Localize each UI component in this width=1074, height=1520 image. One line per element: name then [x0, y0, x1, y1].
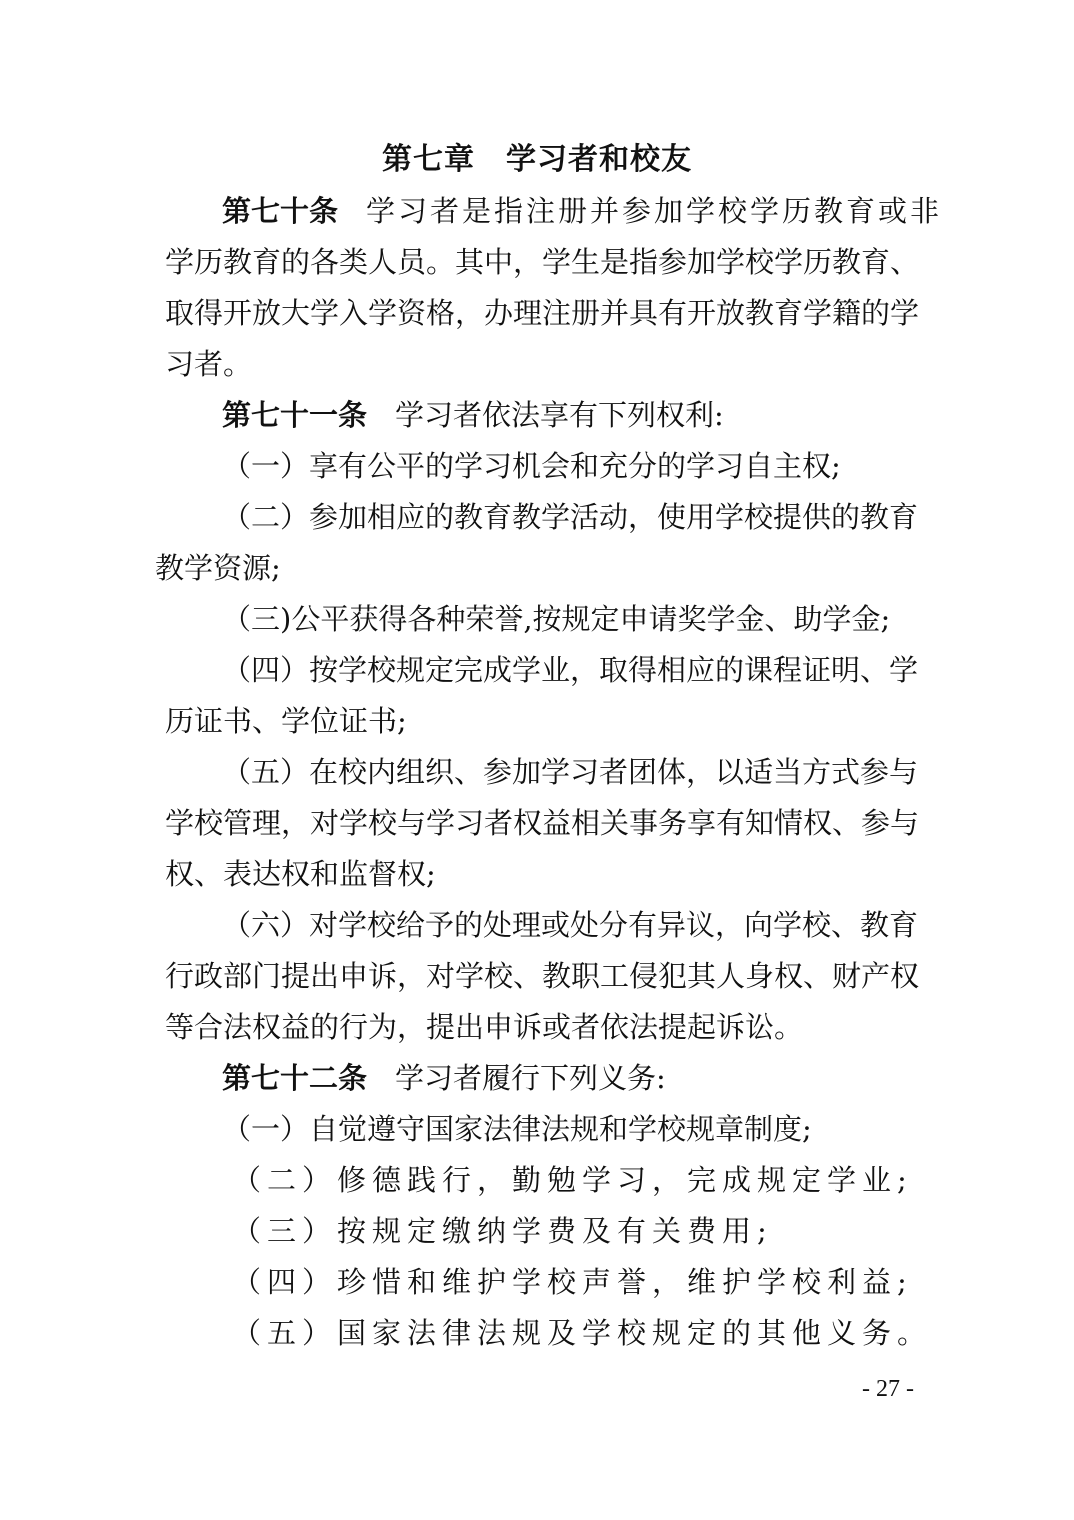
article-71-item-6-line-1: （六）对学校给予的处理或处分有异议，向学校、教育	[222, 908, 919, 942]
article-70-line-1	[222, 187, 1074, 235]
article-71-item-6-line-3: 等合法权益的行为，提出申诉或者依法提起诉讼。	[165, 1010, 804, 1044]
article-71-item-4-line-1: （四）按学校规定完成学业，取得相应的课程证明、学	[222, 653, 919, 687]
article-71-item-5-line-2: 学校管理，对学校与学习者权益相关事务享有知情权、参与	[165, 806, 920, 840]
article-70-line-4: 习者。	[165, 347, 253, 381]
article-71-item-2-line-1: （二）参加相应的教育教学活动，使用学校提供的教育	[222, 500, 919, 534]
article-71-item-4-line-2: 历证书、学位证书;	[165, 704, 407, 738]
article-72-label: 第七十二条	[222, 1061, 368, 1095]
article-71-item-5-line-1: （五）在校内组织、参加学习者团体，以适当方式参与	[222, 755, 919, 789]
article-72-line-1	[222, 1054, 1074, 1102]
article-71-line-1	[222, 391, 1074, 439]
article-71-intro: 学习者依法享有下列权利:	[395, 398, 724, 432]
page-number: - 27 -	[862, 1376, 914, 1402]
article-71-item-3: （三)公平获得各种荣誉,按规定申请奖学金、助学金;	[222, 602, 891, 636]
article-70-line-2: 学历教育的各类人员。其中，学生是指参加学校学历教育、	[165, 245, 920, 279]
article-71-item-6-line-2: 行政部门提出申诉，对学校、教职工侵犯其人身权、财产权	[165, 959, 920, 993]
article-72-item-1: （一）自觉遵守国家法律法规和学校规章制度;	[222, 1112, 812, 1146]
article-72-item-3: （三）按规定缴纳学费及有关费用;	[232, 1214, 773, 1248]
article-72-item-4: （四）珍惜和维护学校声誉，维护学校利益;	[232, 1265, 913, 1299]
chapter-title: 第七章 学习者和校友	[382, 142, 692, 177]
article-70-label: 第七十条	[222, 194, 339, 228]
article-72-item-5: （五）国家法律法规及学校规定的其他义务。	[232, 1316, 933, 1350]
article-71-label: 第七十一条	[222, 398, 368, 432]
article-71-item-2-line-2: 教学资源;	[155, 551, 281, 585]
article-72-item-2: （二）修德践行，勤勉学习，完成规定学业;	[232, 1163, 913, 1197]
article-70-line-3: 取得开放大学入学资格，办理注册并具有开放教育学籍的学	[165, 296, 920, 330]
article-71-item-1: （一）享有公平的学习机会和充分的学习自主权;	[222, 449, 841, 483]
article-70-text-1: 学习者是指注册并参加学校学历教育或非	[366, 194, 943, 228]
article-72-intro: 学习者履行下列义务:	[395, 1061, 666, 1095]
article-71-item-5-line-3: 权、表达权和监督权;	[165, 857, 436, 891]
